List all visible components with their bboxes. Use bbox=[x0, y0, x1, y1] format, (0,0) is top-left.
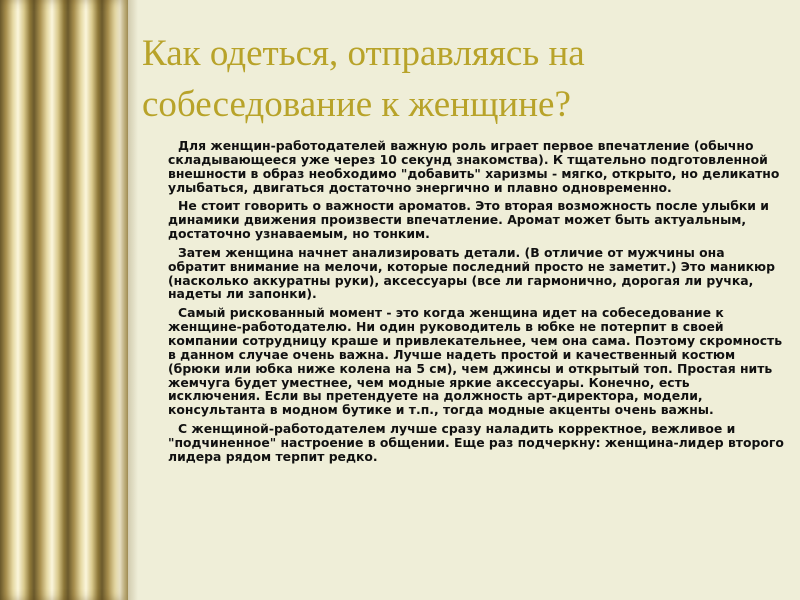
paragraph-aromas: Не стоит говорить о важности ароматов. Это вторая возможность после улыбки и динамики движения произвести впечатление. Аромат может быть актуальным, достаточно узнаваемым, но тонким. bbox=[168, 198, 769, 242]
paragraph-risky-moment: Самый рискованный момент - это когда женщина идет на собеседование к женщине-работодателю. Ни один руководитель в юбке не потерпит в своей компании сотрудницу краше и привлекательнее, чем она сама. Поэтому скромность в данном случае очень важна. Лучше надеть простой и качественный костюм (брюки или юбка ниже колена на 5 см), чем джинсы и открытый топ. Простая нить жемчуга будет уместнее, чем модные яркие аксессуары. Конечно, есть исключения. Если вы претендуете на должность арт-директора, модели, консультанта в модном бутике и т.п., тогда модные акценты очень важны. bbox=[168, 305, 783, 418]
paragraph-conclusion: С женщиной-работодателем лучше сразу наладить корректное, вежливое и "подчиненное" настроение в общении. Еще раз подчеркну: женщина-лидер второго лидера рядом терпит редко. bbox=[168, 421, 784, 464]
slide-title: Как одеться, отправляясь на собеседование к женщине? bbox=[142, 33, 585, 125]
paragraph-details: Затем женщина начнет анализировать детали. (В отличие от мужчины она обратит внимание на мелочи, которые последний просто не заметит.) Это маникюр (насколько аккуратны руки), аксессуары (все ли гармонично, дорогая ли ручка, надеты ли запонки). bbox=[168, 244, 775, 302]
paragraph-first-impression: Для женщин-работодателей важную роль играет первое впечатление (обычно складывающееся уже через 10 секунд знакомства). К тщательно подготовленной внешности в образ необходимо "добавить" харизмы - мягко, открыто, но деликатно улыбаться, двигаться достаточно энергично и плавно одновременно. bbox=[168, 138, 780, 195]
slide-body bbox=[168, 139, 784, 469]
decorative-curtain-border bbox=[0, 0, 128, 600]
